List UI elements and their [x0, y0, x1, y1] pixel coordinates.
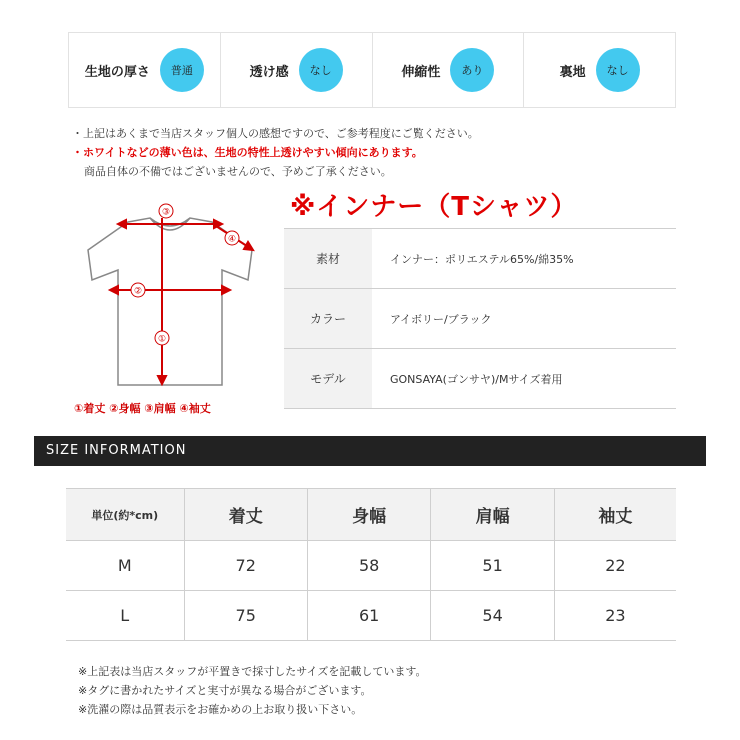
column-header: 肩幅: [431, 489, 554, 541]
disclaimer-notes: [72, 124, 479, 181]
size-value: 75: [184, 591, 307, 641]
note-line: ※上記表は当店スタッフが平置きで採寸したサイズを記載しています。: [78, 665, 427, 678]
diagram-legend: ①着丈 ②身幅 ③肩幅 ④袖丈: [74, 402, 211, 415]
size-value: 23: [554, 591, 676, 641]
note-line: 商品自体の不備ではございませんので、予めご了承ください。: [84, 165, 392, 178]
table-row: [284, 349, 676, 409]
attr-badge: あり: [450, 48, 494, 92]
spec-value: インナー：ポリエステル65%/綿35%: [372, 229, 676, 289]
marker-length: ①: [157, 334, 167, 345]
attr-label: 伸縮性: [401, 64, 441, 80]
spec-table: [284, 228, 676, 409]
spec-key: 素材: [284, 229, 372, 289]
spec-key: モデル: [284, 349, 372, 409]
attr-lining: [524, 33, 675, 107]
note-line-warning: ・ホワイトなどの薄い色は、生地の特性上透けやすい傾向にあります。: [72, 146, 423, 159]
table-row: [66, 591, 676, 641]
table-header-row: [66, 489, 676, 541]
measurement-notes: [78, 662, 426, 719]
attr-label: 生地の厚さ: [84, 64, 150, 80]
column-header: 袖丈: [554, 489, 676, 541]
column-header: 身幅: [307, 489, 430, 541]
attr-badge: なし: [299, 48, 343, 92]
fabric-attributes: [68, 32, 676, 108]
attr-badge: 普通: [160, 48, 204, 92]
size-table: [66, 488, 676, 641]
marker-chest: ②: [133, 286, 143, 297]
column-header: 着丈: [184, 489, 307, 541]
marker-sleeve: ④: [227, 234, 237, 245]
table-row: [284, 289, 676, 349]
size-value: 51: [431, 541, 554, 591]
note-line: ※タグに書かれたサイズと実寸が異なる場合がございます。: [78, 684, 372, 697]
attr-stretch: [373, 33, 525, 107]
size-value: 61: [307, 591, 430, 641]
size-label: L: [66, 591, 184, 641]
unit-header: 単位(約*cm): [66, 489, 184, 541]
attr-badge: なし: [596, 48, 640, 92]
table-row: [66, 541, 676, 591]
spec-value: GONSAYA(ゴンサヤ)/Mサイズ着用: [372, 349, 676, 409]
attr-thickness: [69, 33, 221, 107]
attr-label: 透け感: [249, 64, 289, 80]
size-label: M: [66, 541, 184, 591]
attr-label: 裏地: [559, 64, 586, 80]
size-information-header: SIZE INFORMATION: [34, 436, 706, 466]
spec-key: カラー: [284, 289, 372, 349]
size-value: 58: [307, 541, 430, 591]
tshirt-measurement-diagram: [70, 200, 270, 390]
attr-transparency: [221, 33, 373, 107]
spec-value: アイボリー/ブラック: [372, 289, 676, 349]
note-line: ※洗濯の際は品質表示をお確かめの上お取り扱い下さい。: [78, 703, 363, 716]
table-row: [284, 229, 676, 289]
size-value: 72: [184, 541, 307, 591]
marker-shoulder: ③: [161, 207, 171, 218]
size-value: 22: [554, 541, 676, 591]
size-value: 54: [431, 591, 554, 641]
inner-tshirt-heading: ※インナー（Tシャツ）: [290, 192, 578, 222]
note-line: ・上記はあくまで当店スタッフ個人の感想ですので、ご参考程度にご覧ください。: [72, 127, 479, 140]
